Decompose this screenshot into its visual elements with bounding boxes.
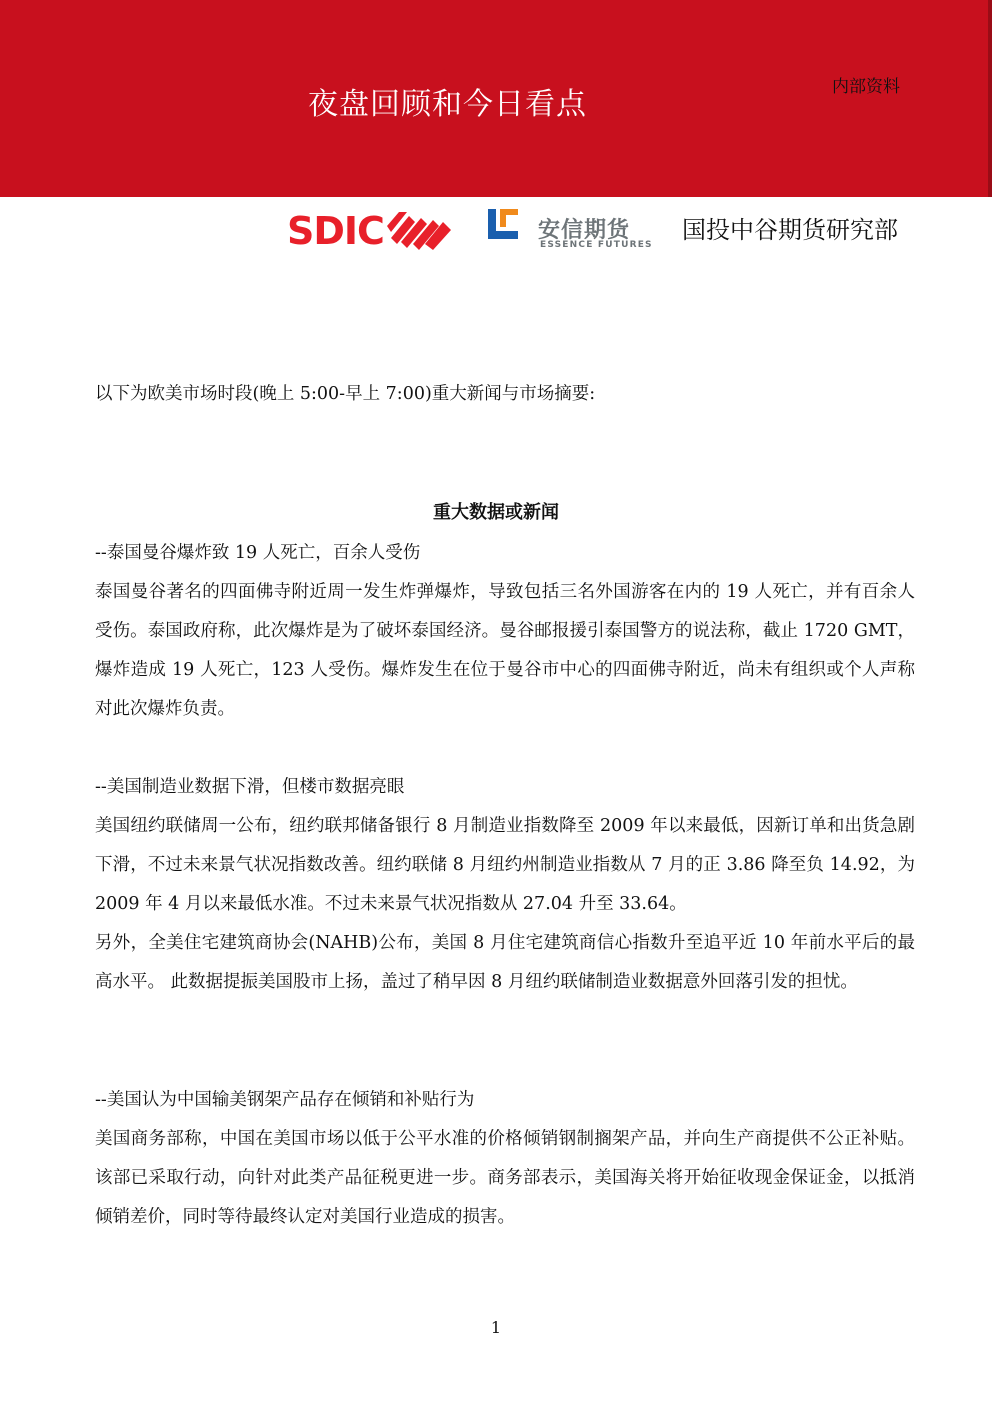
page-title: 夜盘回顾和今日看点 <box>308 87 587 122</box>
news-item <box>95 1085 915 1237</box>
news-paragraph: 泰国曼谷著名的四面佛寺附近周一发生炸弹爆炸，导致包括三名外国游客在内的 19 人死亡，并有百余人受伤。泰国政府称，此次爆炸是为了破坏泰国经济。曼谷邮报援引泰国警方的说法称，截止 1720 GMT，爆炸造成 19 人死亡，123 人受伤。爆炸发生在位于曼谷市中心的四面佛寺附近，尚未有组织或个人声称对此次爆炸负责。 <box>95 581 915 719</box>
sdic-logo-text: SDIC <box>287 209 384 252</box>
section-title: 重大数据或新闻 <box>433 502 559 523</box>
news-item <box>95 538 915 729</box>
news-paragraph: 美国纽约联储周一公布，纽约联邦储备银行 8 月制造业指数降至 2009 年以来最低，因新订单和出货急剧下滑，不过未来景气状况指数改善。纽约联储 8 月纽约州制造业指数从 7 月的正 3.86 降至负 14.92，为 2009 年 4 月以来最低水准。不过未来景气状况指数从 27.04 升至 33.64。 <box>95 815 915 914</box>
header-banner <box>0 0 992 197</box>
news-headline: --泰国曼谷爆炸致 19 人死亡，百余人受伤 <box>95 543 421 563</box>
essence-futures-name-en: ESSENCE FUTURES <box>540 240 653 250</box>
banner-edge <box>988 0 992 197</box>
essence-futures-logo-icon <box>486 207 520 241</box>
intro-text: 以下为欧美市场时段(晚上 5:00-早上 7:00)重大新闻与市场摘要: <box>95 384 596 404</box>
news-paragraph: 另外，全美住宅建筑商协会(NAHB)公布，美国 8 月住宅建筑商信心指数升至追平近 10 年前水平后的最高水平。 此数据提振美国股市上扬，盖过了稍早因 8 月纽约联储制造业数据意外回落引发的担忧。 <box>95 932 915 992</box>
essence-futures-name-cn: 安信期货 <box>538 218 631 243</box>
news-item <box>95 772 915 1002</box>
sdic-diamond-mark <box>387 212 451 250</box>
classification-label: 内部资料 <box>832 77 900 97</box>
news-headline: --美国制造业数据下滑，但楼市数据亮眼 <box>95 777 405 797</box>
sdic-logo <box>287 208 459 252</box>
page-number: 1 <box>490 1318 502 1337</box>
news-paragraph: 美国商务部称，中国在美国市场以低于公平水准的价格倾销钢制搁架产品，并向生产商提供不公正补贴。该部已采取行动，向针对此类产品征税更进一步。商务部表示，美国海关将开始征收现金保证金，以抵消倾销差价，同时等待最终认定对美国行业造成的损害。 <box>95 1128 915 1227</box>
news-headline: --美国认为中国输美钢架产品存在倾销和补贴行为 <box>95 1090 475 1110</box>
department-name: 国投中谷期货研究部 <box>682 216 898 244</box>
